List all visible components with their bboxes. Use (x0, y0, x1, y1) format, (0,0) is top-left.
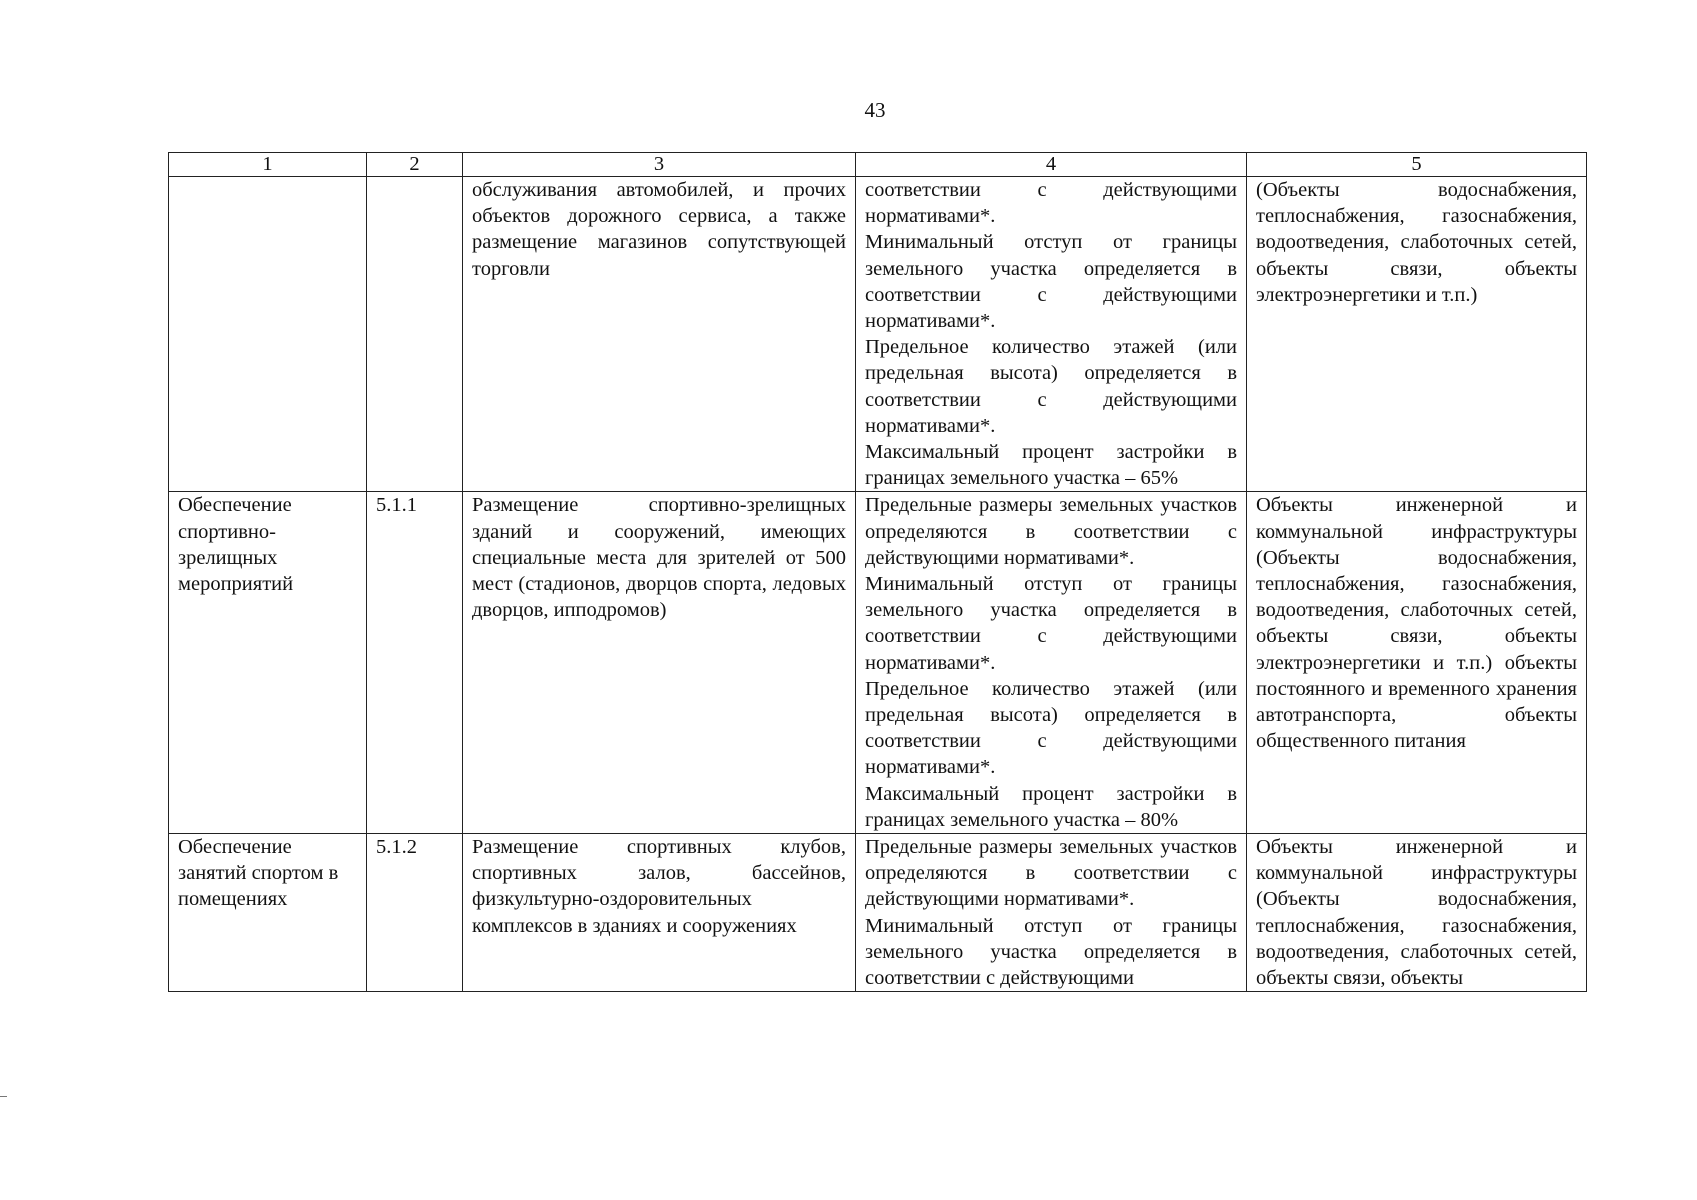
use-type-description: Размещение спортивно-зрелищных зданий и сооружений, имеющих специальные места для зрителей от 500 мест (стадионов, дворцов спорта, ледовых дворцов, ипподромов) (463, 492, 856, 834)
table-row (169, 177, 1587, 492)
use-type-name (169, 177, 367, 492)
parameter-line: Минимальный отступ от границы земельного участка определяется в соответствии с действующими (865, 914, 1237, 990)
parameter-line: Предельное количество этажей (или предельная высота) определяется в соответствии с действующими нормативами*. (865, 336, 1237, 437)
parameter-line: соответствии с действующими нормативами*. (865, 179, 1237, 228)
use-type-name: Обеспечение занятий спортом в помещениях (169, 834, 367, 992)
table-header-row (169, 153, 1587, 177)
auxiliary-uses: Объекты инженерной и коммунальной инфраструктуры (Объекты водоснабжения, теплоснабжения, газоснабжения, водоотведения, слаботочных сетей, объекты связи, объекты (1247, 834, 1587, 992)
parameter-line: Минимальный отступ от границы земельного участка определяется в соответствии с действующими нормативами*. (865, 231, 1237, 333)
page-number: 43 (864, 98, 886, 122)
building-parameters (856, 177, 1247, 492)
parameter-line: Предельные размеры земельных участков определяются в соответствии с действующими нормативами*. (865, 836, 1237, 911)
column-header-1: 1 (169, 153, 367, 177)
column-header-4: 4 (856, 153, 1247, 177)
column-header-2: 2 (367, 153, 463, 177)
auxiliary-uses: Объекты инженерной и коммунальной инфраструктуры (Объекты водоснабжения, теплоснабжения, газоснабжения, водоотведения, слаботочных сетей, объекты связи, объекты электроэнергетики и т.п.) объекты постоянного и временного хранения автотранспорта, объекты общественного питания (1247, 492, 1587, 834)
use-type-code: 5.1.1 (367, 492, 463, 834)
use-type-code: 5.1.2 (367, 834, 463, 992)
building-parameters (856, 492, 1247, 834)
building-parameters (856, 834, 1247, 992)
auxiliary-uses: (Объекты водоснабжения, теплоснабжения, газоснабжения, водоотведения, слаботочных сетей, объекты связи, объекты электроэнергетики и т.п.) (1247, 177, 1587, 492)
scan-margin-mark (0, 1096, 7, 1097)
land-use-table (168, 152, 1587, 992)
use-type-description: Размещение спортивных клубов, спортивных залов, бассейнов, физкультурно-оздоровительных комплексов в зданиях и сооружениях (463, 834, 856, 992)
column-header-3: 3 (463, 153, 856, 177)
table-row (169, 834, 1587, 992)
column-header-5: 5 (1247, 153, 1587, 177)
parameter-line: Максимальный процент застройки в границах земельного участка – 80% (865, 782, 1237, 831)
use-type-name: Обеспечение спортивно-зрелищных мероприятий (169, 492, 367, 834)
parameter-line: Минимальный отступ от границы земельного участка определяется в соответствии с действующими нормативами*. (865, 573, 1237, 674)
parameter-line: Предельное количество этажей (или предельная высота) определяется в соответствии с действующими нормативами*. (865, 677, 1237, 779)
use-type-code (367, 177, 463, 492)
parameter-line: Максимальный процент застройки в границах земельного участка – 65% (865, 441, 1237, 490)
table-row (169, 492, 1587, 834)
use-type-description: обслуживания автомобилей, и прочих объектов дорожного сервиса, а также размещение магазинов сопутствующей торговли (463, 177, 856, 492)
parameter-line: Предельные размеры земельных участков определяются в соответствии с действующими нормативами*. (865, 494, 1237, 569)
